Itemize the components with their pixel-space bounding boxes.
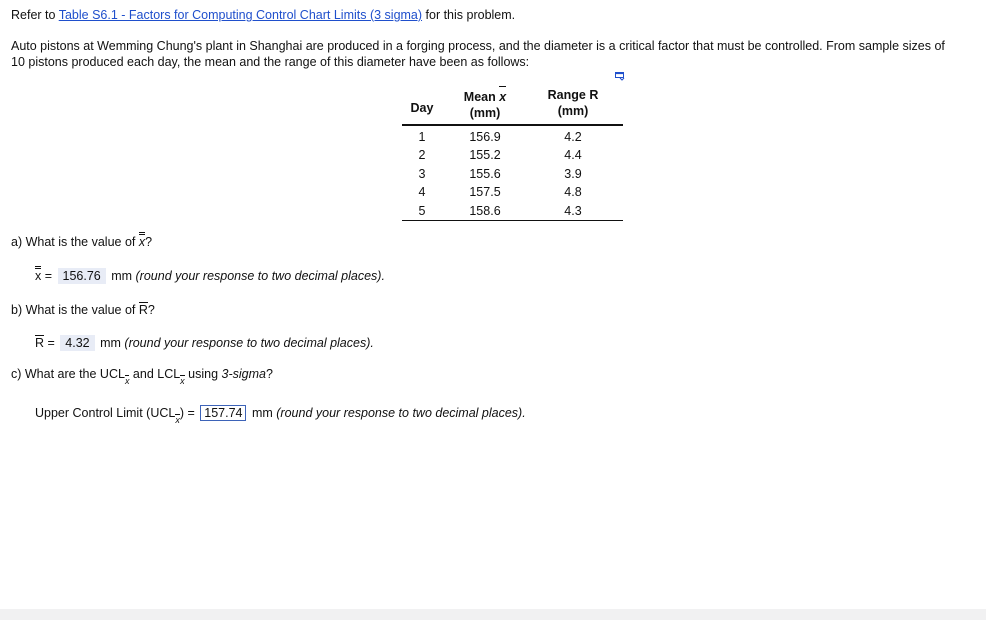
part-a-answer-field[interactable]: 156.76 [58,268,106,284]
header-day: Day [410,101,434,115]
table-row [402,128,623,146]
cell-day: 1 [418,130,426,144]
rounding-note: (round your response to two decimal places). [135,269,385,283]
footer-bar [0,609,986,620]
part-c-sigma: 3-sigma [221,367,266,381]
intro-line [11,8,515,22]
cell-day: 2 [418,148,426,163]
cell-range: 4.4 [564,148,582,163]
rounding-note: (round your response to two decimal places). [124,336,374,350]
table-row [402,202,623,220]
unit-mm: mm [96,336,125,350]
problem-line-2: 10 pistons produced each day, the mean and the range of this diameter have been as follows: [11,55,530,69]
cell-mean: 156.9 [469,130,501,144]
ucl-answer-field[interactable]: 157.74 [200,405,246,421]
cell-day: 3 [418,166,426,181]
intro-suffix: for this problem. [422,8,516,22]
header-mean-var: x [499,89,506,105]
cell-mean: 158.6 [469,203,501,218]
cell-range: 4.8 [564,185,582,200]
cell-range: 3.9 [564,166,582,181]
lcl-subscript: x [180,375,185,386]
unit-mm: mm [107,269,136,283]
ucl-equals: ) = [179,406,199,420]
part-c-ucl-text: c) What are the UCL [11,367,125,381]
part-a-qmark: ? [145,235,153,249]
header-range [528,87,618,119]
table-bottom-rule [402,220,623,221]
part-b-answer-field[interactable]: 4.32 [60,335,94,351]
cell-mean: 155.6 [469,166,501,181]
cell-mean: 155.2 [469,148,501,163]
data-table [402,84,623,221]
cell-range: 4.3 [564,203,582,218]
intro-prefix: Refer to [11,8,59,22]
ucl-answer-line [35,405,526,423]
ucl-label-subscript: x [175,414,180,425]
part-b-text: b) What is the value of [11,303,139,317]
header-range-unit: (mm) [557,104,589,118]
cell-range: 4.2 [564,130,582,144]
header-mean [452,89,518,121]
part-a-question [11,235,152,249]
unit-mm: mm [248,406,277,420]
header-range-label: Range R [547,88,599,102]
part-c-using: using [184,367,222,381]
part-b-qmark: ? [147,303,155,317]
r-bar-symbol: R [138,303,148,317]
part-b-answer-line [35,335,374,351]
answer-x-double-bar: x [35,269,41,283]
table-row [402,183,623,201]
x-double-bar-symbol: x [139,235,145,249]
cell-mean: 157.5 [469,185,501,200]
ucl-subscript: x [124,375,130,386]
equals-sign: = [44,336,59,350]
problem-statement [11,38,986,70]
header-mean-label: Mean [463,90,496,104]
table-header [402,84,623,126]
cell-day: 4 [418,185,426,200]
cell-day: 5 [418,203,426,218]
part-c-question [11,367,273,384]
rounding-note: (round your response to two decimal places). [276,406,526,420]
header-mean-unit: (mm) [469,106,501,120]
table-s6-1-link[interactable]: Table S6.1 - Factors for Computing Control Chart Limits (3 sigma) [58,8,423,22]
equals-sign: = [41,269,56,283]
answer-r-bar: R [35,336,45,350]
table-row [402,146,623,164]
part-b-question [11,303,155,317]
ucl-label: Upper Control Limit (UCL [35,406,176,420]
part-a-answer-line [35,268,385,284]
part-a-text: a) What is the value of [11,235,139,249]
expand-table-icon[interactable] [615,72,625,81]
part-c-qmark: ? [265,367,273,381]
table-row [402,165,623,183]
problem-line-1: Auto pistons at Wemming Chung's plant in Shanghai are produced in a forging process, and the diameter is a critical factor that must be controlled. From sample sizes of [11,39,945,53]
part-c-lcl-text: and LCL [129,367,181,381]
